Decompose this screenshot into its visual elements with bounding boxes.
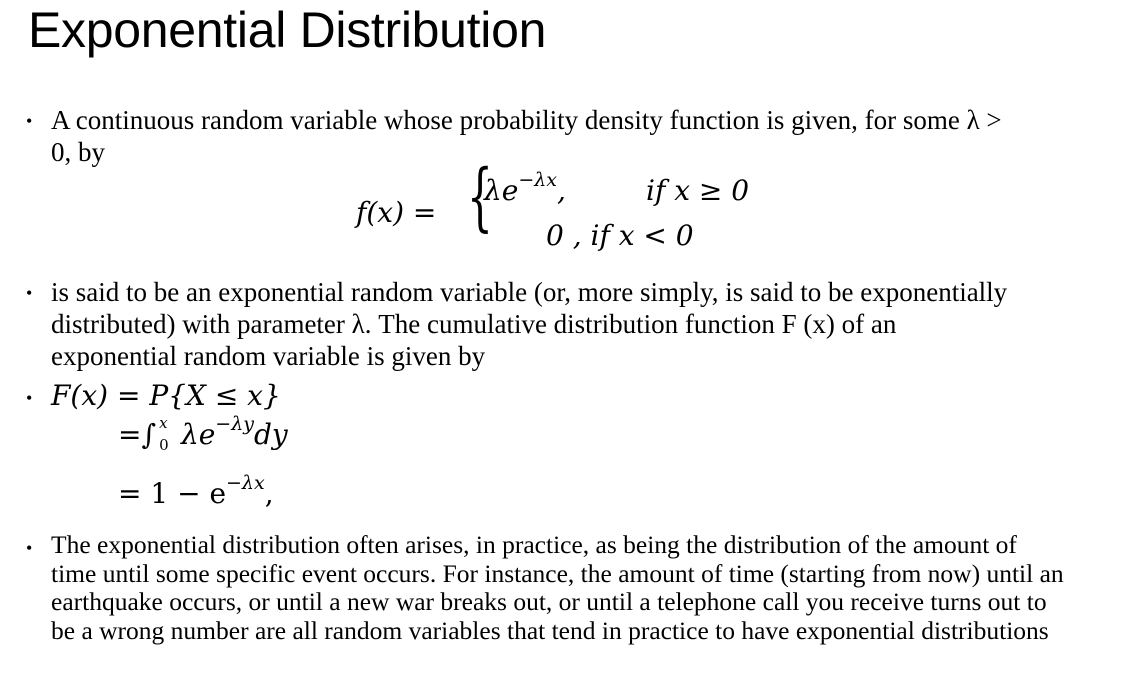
bullet-1-text	[51, 104, 1002, 168]
slide-title: Exponential Distribution	[28, 2, 547, 58]
bullet-4-line-3: earthquake occurs, or until a new war breaks out, or until a telephone call you receive turns out to	[51, 587, 1047, 616]
bullet-2-line-3: exponential random variable is given by	[51, 341, 486, 371]
bullet-marker: •	[26, 538, 33, 558]
bullet-1-line-2: 0, by	[51, 137, 105, 167]
pdf-case-1-condition: if x ≥ 0	[646, 174, 750, 207]
bullet-4-line-1: The exponential distribution often arises, in practice, as being the distribution of the amount of	[51, 530, 1017, 559]
bullet-marker: •	[26, 283, 33, 303]
bullet-marker: •	[26, 388, 33, 408]
cdf-line-1: F(x) = P{X ≤ x}	[51, 379, 281, 412]
bullet-4-text	[51, 531, 1064, 645]
cdf-line-2: =∫ x 0 $\lambda e^{-\lambda y}dy$	[118, 413, 288, 454]
bullet-marker: •	[26, 111, 33, 131]
bullet-4-line-2: time until some specific event occurs. For instance, the amount of time (starting from now) until an	[51, 558, 1064, 588]
cdf-line-3: = $1 - e^{-\lambda x}$,	[118, 472, 274, 510]
bullet-2-text	[51, 276, 1007, 372]
bullet-2-line-2: distributed) with parameter λ. The cumulative distribution function F (x) of an	[51, 309, 897, 339]
pdf-lhs: f(x) =	[356, 196, 437, 229]
pdf-case-1-expr: $\lambda e^{-\lambda x}$,	[484, 169, 566, 207]
bullet-2-line-1: is said to be an exponential random variable (or, more simply, is said to be exponentially	[51, 277, 1008, 307]
bullet-4-line-4: be a wrong number are all random variables that tend in practice to have exponential distributions	[51, 615, 1049, 645]
bullet-1-line-1: A continuous random variable whose probability density function is given, for some λ >	[51, 105, 1002, 135]
pdf-brace: {	[467, 154, 493, 240]
pdf-case-2: 0 , if x < 0	[546, 219, 694, 252]
